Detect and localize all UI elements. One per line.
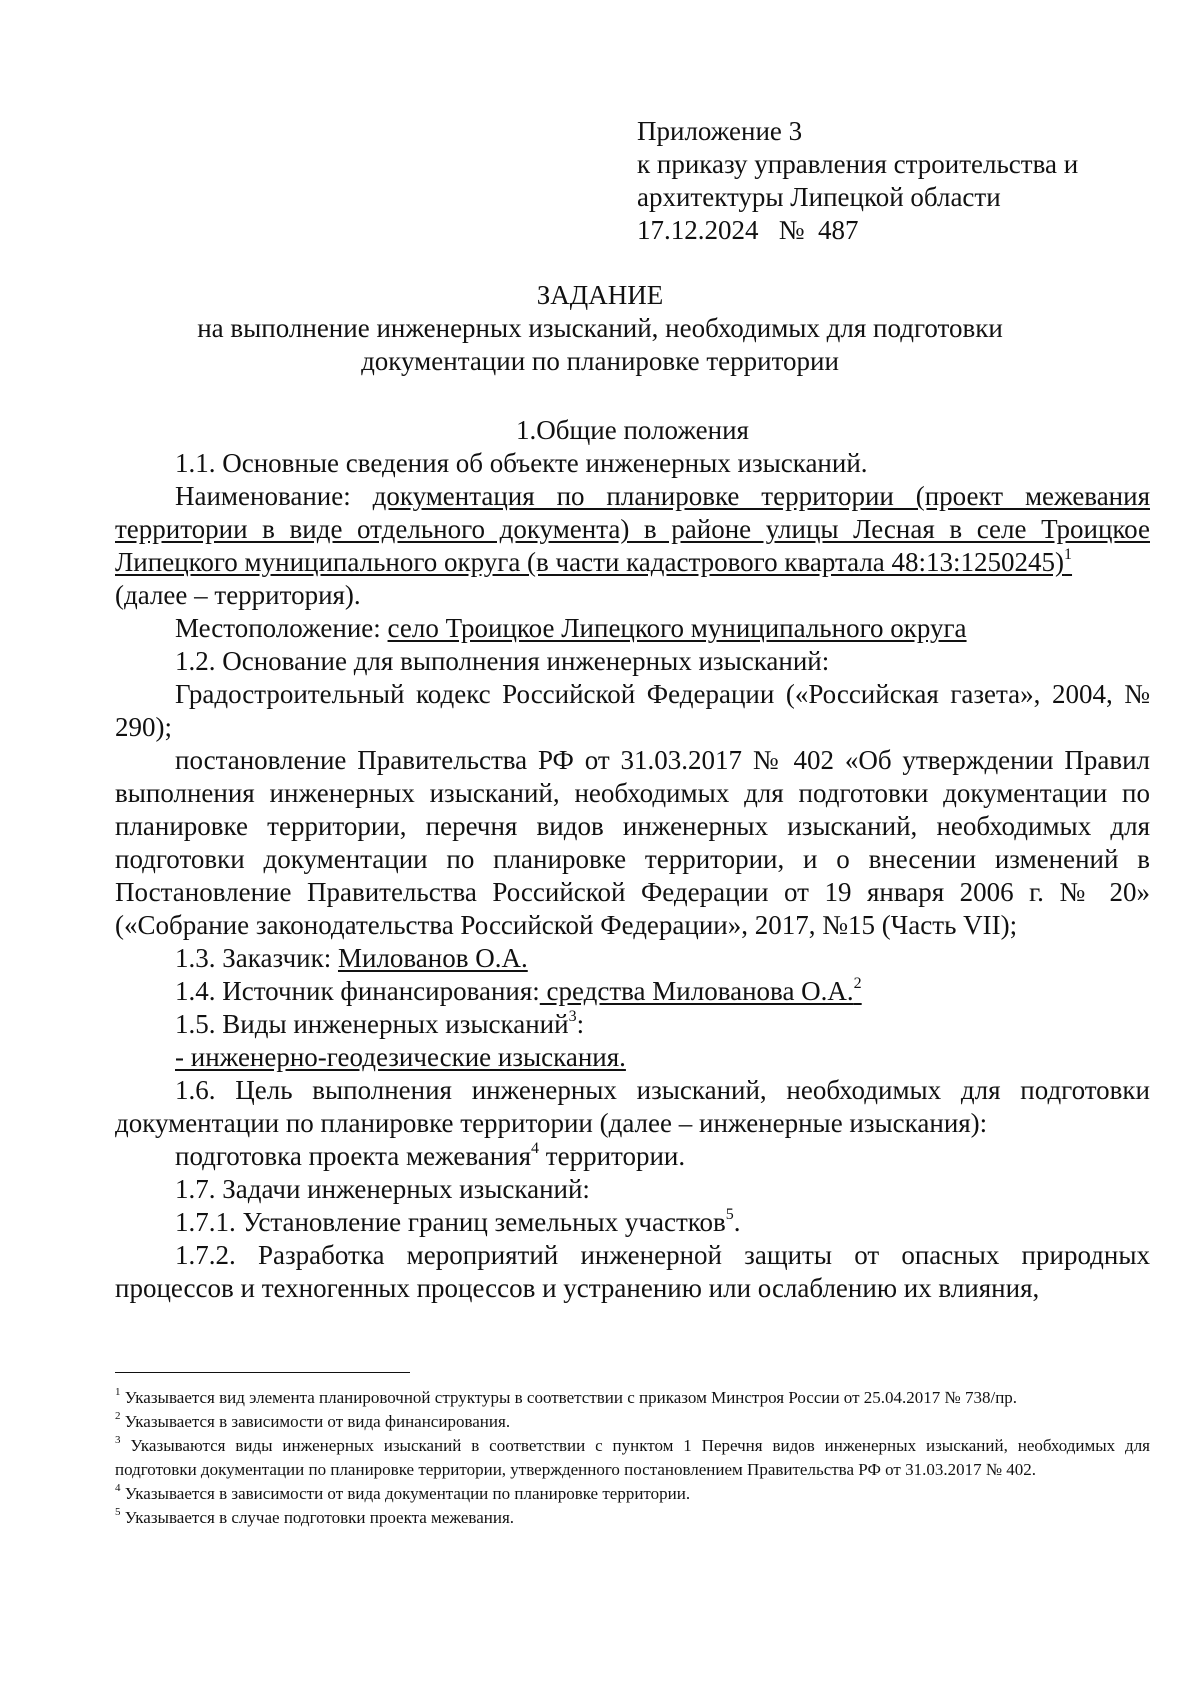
paragraph-goal-value: подготовка проекта межевания$^4$ территории. [175, 1140, 686, 1171]
paragraph-task-1: 1.7.1. Установление границ земельных участков$^5$. [175, 1206, 741, 1237]
paragraph-task-2: 1.7.2. Разработка мероприятий инженерной защиты от опасных природных процессов и техногенных процессов и устранению или ослаблению их влияния, [115, 1240, 1150, 1303]
customer-label: 1.3. Заказчик: [175, 943, 338, 973]
footnote-ref-3: 3 [568, 1008, 577, 1025]
footnote-ref-5: 5 [725, 1206, 734, 1223]
paragraph-1-1: 1.1. Основные сведения об объекте инженерных изысканий. [175, 448, 868, 478]
footnote-3: $^3$ Указываются виды инженерных изысканий в соответствии с пунктом 1 Перечня видов инженерных изысканий, необходимых для подготовки документации по планировке территории, утвержденного постановлением Правительства РФ от 31.03.2017 № 402. [115, 1434, 1150, 1479]
finance-value: средства Милованова О.А.$^2$ [539, 975, 862, 1006]
section-heading: 1.Общие положения [516, 415, 749, 445]
footnote-ref-2: 2 [853, 975, 862, 992]
paragraph-basis-code: Градостроительный кодекс Российской Федерации («Российская газета», 2004, № 290); [115, 679, 1150, 742]
paragraph-1-2: 1.2. Основание для выполнения инженерных изысканий: [175, 646, 830, 676]
order-reference: к приказу управления строительства и [637, 149, 1079, 179]
paragraph-name [115, 480, 1150, 579]
paragraph-types: 1.5. Виды инженерных изысканий$^3$: [175, 1008, 585, 1039]
paragraph-finance [115, 975, 1150, 1008]
finance-label: 1.4. Источник финансирования: [175, 976, 540, 1006]
footnote-separator [115, 1372, 410, 1373]
types-item-value: - инженерно-геодезические изыскания. [175, 1042, 626, 1072]
footnote-4: $^4$ Указывается в зависимости от вида документации по планировке территории. [115, 1482, 691, 1503]
name-label: Наименование: [175, 481, 373, 511]
footnote-ref-1: 1 [1064, 546, 1073, 563]
order-date-number: 17.12.2024 № 487 [637, 215, 859, 245]
footnote-ref-4: 4 [531, 1140, 540, 1157]
paragraph-location [115, 612, 1150, 645]
customer-value: Милованов О.А. [337, 943, 528, 973]
footnote-1: $^1$ Указывается вид элемента планировочной структуры в соответствии с приказом Минстроя России от 25.04.2017 № 738/пр. [115, 1386, 1018, 1407]
paragraph-customer [115, 942, 1150, 975]
approval-stamp [637, 115, 1157, 247]
paragraph-basis-decree: постановление Правительства РФ от 31.03.2017 № 402 «Об утверждении Правил выполнения инженерных изысканий, необходимых для подготовки документации по планировке территории, перечня видов инженерных изысканий, необходимых для подготовки документации по планировке территории, и о внесении изменений в Постановление Правительства Российской Федерации от 19 января 2006 г. № 20» («Собрание законодательства Российской Федерации», 2017, №15 (Часть VII); [115, 745, 1150, 940]
document-body [115, 414, 1150, 1305]
title-subtitle-line2: документации по планировке территории [361, 346, 839, 376]
footnotes [115, 1386, 1150, 1530]
paragraph-name-tail: (далее – территория). [115, 580, 361, 610]
footnote-2: $^2$ Указывается в зависимости от вида финансирования. [115, 1410, 511, 1431]
location-value: село Троицкое Липецкого муниципального округа [387, 613, 967, 643]
order-authority: архитектуры Липецкой области [637, 182, 1001, 212]
location-label: Местоположение: [175, 613, 388, 643]
name-value: документация по планировке территории (проект межевания территории в виде отдельного документа) в районе улицы Лесная в селе Троицкое Липецкого муниципального округа (в части кадастрового квартала 48:13:1250245)$^1$ [115, 481, 1150, 577]
title-heading: ЗАДАНИЕ [536, 280, 664, 310]
paragraph-goal: 1.6. Цель выполнения инженерных изысканий, необходимых для подготовки документации по планировке территории (далее – инженерные изыскания): [115, 1075, 1150, 1138]
document-title [0, 279, 1200, 378]
appendix-number: Приложение 3 [637, 116, 803, 146]
footnote-5: $^5$ Указывается в случае подготовки проекта межевания. [115, 1506, 515, 1527]
paragraph-tasks: 1.7. Задачи инженерных изысканий: [175, 1174, 590, 1204]
paragraph-types-item [115, 1041, 1150, 1074]
title-subtitle-line1: на выполнение инженерных изысканий, необходимых для подготовки [197, 313, 1003, 343]
